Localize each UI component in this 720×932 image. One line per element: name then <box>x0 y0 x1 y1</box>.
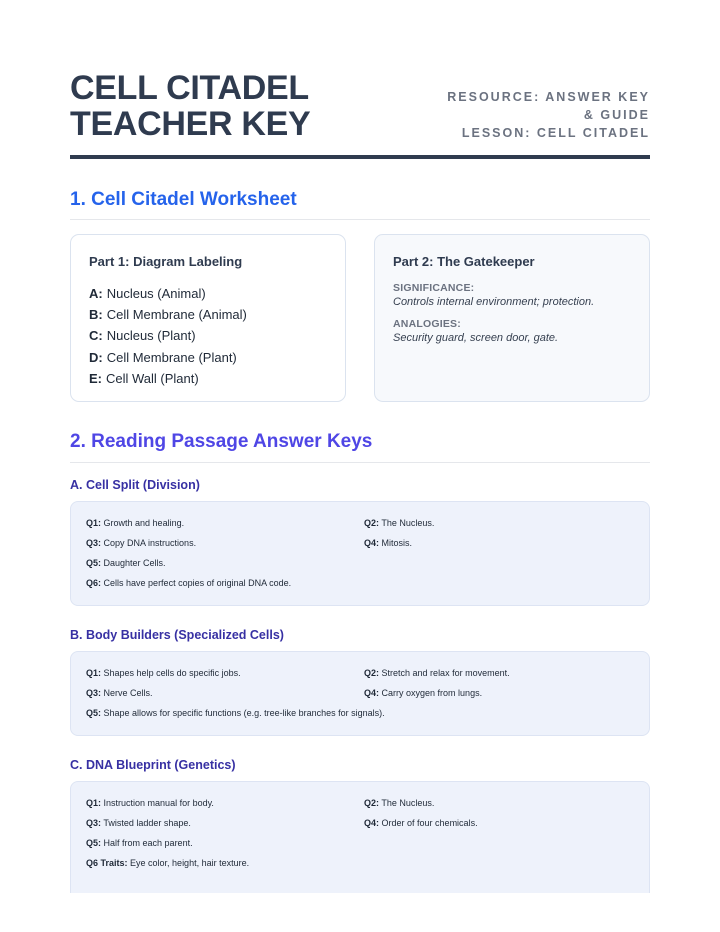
analogies-text: Security guard, screen door, gate. <box>393 332 559 344</box>
answer-item: Q3: Copy DNA instructions. <box>86 538 197 548</box>
answer-item: Q2: Stretch and relax for movement. <box>364 668 510 678</box>
answer-item: Q5: Half from each parent. <box>86 838 193 848</box>
list-item <box>89 368 247 389</box>
document-title <box>70 70 310 142</box>
label-key: C: <box>89 328 103 344</box>
list-item <box>89 283 247 304</box>
analogies-label: ANALOGIES: <box>393 318 461 330</box>
diagram-label-list <box>89 283 247 389</box>
subsection-b-title: B. Body Builders (Specialized Cells) <box>70 628 284 642</box>
header-divider <box>70 155 650 159</box>
answer-item: Q1: Growth and healing. <box>86 518 185 528</box>
label-text: Cell Membrane (Plant) <box>106 349 237 365</box>
answer-item: Q1: Shapes help cells do specific jobs. <box>86 668 241 678</box>
section-2-divider <box>70 462 650 463</box>
list-item <box>89 347 247 368</box>
subsection-c-title: C. DNA Blueprint (Genetics) <box>70 758 236 772</box>
list-item <box>89 325 247 346</box>
answer-item: Q4: Carry oxygen from lungs. <box>364 688 483 698</box>
answer-box-a <box>70 501 650 606</box>
answer-item: Q3: Nerve Cells. <box>86 688 153 698</box>
section-2-title: 2. Reading Passage Answer Keys <box>70 431 373 452</box>
part-2-card <box>374 234 650 402</box>
resource-label: RESOURCE: ANSWER KEY & GUIDE <box>447 90 650 122</box>
document-meta <box>440 88 650 142</box>
answer-item: Q2: The Nucleus. <box>364 798 435 808</box>
label-text: Cell Wall (Plant) <box>106 370 199 386</box>
lesson-label: LESSON: CELL CITADEL <box>461 126 650 140</box>
answer-box-c <box>70 781 650 893</box>
label-text: Nucleus (Animal) <box>106 286 206 301</box>
part-1-card <box>70 234 346 402</box>
label-key: A: <box>89 286 103 301</box>
label-key: B: <box>89 307 103 323</box>
label-text: Nucleus (Plant) <box>106 328 196 344</box>
significance-label: SIGNIFICANCE: <box>393 282 475 294</box>
part-2-title: Part 2: The Gatekeeper <box>393 254 535 269</box>
answer-item: Q2: The Nucleus. <box>364 518 435 528</box>
list-item <box>89 304 247 325</box>
answer-box-b <box>70 651 650 736</box>
title-line-1: CELL CITADEL <box>70 69 309 107</box>
subsection-a-title: A. Cell Split (Division) <box>70 478 200 492</box>
label-key: D: <box>89 349 103 365</box>
answer-item: Q3: Twisted ladder shape. <box>86 818 191 828</box>
answer-item: Q6 Traits: Eye color, height, hair texture. <box>86 858 250 868</box>
label-text: Cell Membrane (Animal) <box>106 307 247 323</box>
title-line-2: TEACHER KEY <box>70 105 311 143</box>
answer-item: Q6: Cells have perfect copies of original DNA code. <box>86 578 292 588</box>
significance-text: Controls internal environment; protection. <box>393 296 595 308</box>
section-1-title: 1. Cell Citadel Worksheet <box>70 189 297 210</box>
document-header <box>70 70 650 158</box>
part-1-title: Part 1: Diagram Labeling <box>89 254 243 269</box>
label-key: E: <box>89 370 102 386</box>
answer-item: Q4: Order of four chemicals. <box>364 818 478 828</box>
answer-item: Q5: Shape allows for specific functions (e.g. tree-like branches for signals). <box>86 708 385 718</box>
section-1-divider <box>70 219 650 220</box>
answer-item: Q5: Daughter Cells. <box>86 558 166 568</box>
answer-item: Q1: Instruction manual for body. <box>86 798 214 808</box>
answer-item: Q4: Mitosis. <box>364 538 413 548</box>
